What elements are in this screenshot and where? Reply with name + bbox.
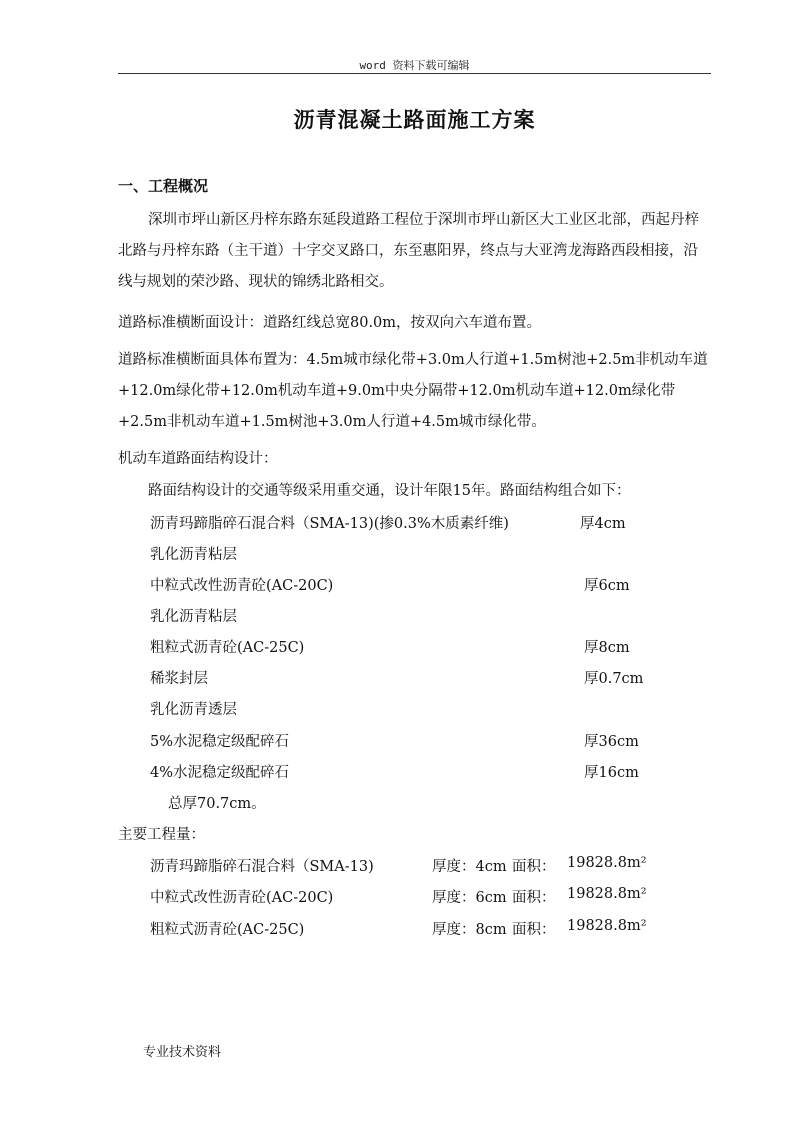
layer-name: 4%水泥稳定级配碎石	[150, 765, 290, 781]
page-header: word 资料下载可编辑	[359, 59, 470, 72]
quantity-thickness: 厚度：8cm	[432, 922, 507, 938]
section-heading: 一、工程概况	[118, 177, 209, 195]
document-title: 沥青混凝土路面施工方案	[293, 107, 536, 132]
quantity-area-label: 面积：	[512, 922, 556, 938]
quantities-heading: 主要工程量：	[118, 827, 205, 843]
layer-thickness: 厚8cm	[584, 640, 630, 656]
layer-name: 沥青玛蹄脂碎石混合料（SMA-13)(掺0.3%木质素纤维)	[150, 516, 509, 532]
layout-paragraph: 道路标准横断面具体布置为：4.5m城市绿化带+3.0m人行道+1.5m树池+2.5m非机动车道+12.0m绿化带+12.0m机动车道+9.0m中央分隔带+12.0m机动车道+12.0m绿化带+2.5m非机动车道+1.5m树池+3.0m人行道+4.5m城市绿化带。	[118, 352, 708, 430]
cross-section-paragraph: 道路标准横断面设计：道路红线总宽80.0m，按双向六车道布置。	[118, 315, 542, 331]
total-thickness: 总厚70.7cm。	[168, 796, 266, 812]
page-footer: 专业技术资料	[143, 1045, 222, 1060]
quantity-name: 粗粒式沥青砼(AC-25C)	[150, 922, 305, 938]
layer-thickness: 厚4cm	[580, 516, 626, 532]
quantity-area: 19828.8m²	[567, 855, 647, 871]
layer-thickness: 厚36cm	[584, 734, 639, 750]
quantity-area-label: 面积：	[512, 859, 556, 875]
quantity-area-label: 面积：	[512, 890, 556, 906]
layer-name: 稀浆封层	[150, 671, 208, 687]
quantity-area: 19828.8m²	[567, 918, 647, 934]
quantity-area: 19828.8m²	[567, 886, 647, 902]
layer-name: 5%水泥稳定级配碎石	[150, 734, 290, 750]
layer-name: 中粒式改性沥青砼(AC-20C)	[150, 578, 334, 594]
layer-name: 粗粒式沥青砼(AC-25C)	[150, 640, 305, 656]
overview-paragraph: 深圳市坪山新区丹梓东路东延段道路工程位于深圳市坪山新区大工业区北部，西起丹梓北路与丹梓东路（主干道）十字交叉路口，东至惠阳界，终点与大亚湾龙海路西段相接，沿线与规划的荣沙路、现状的锦绣北路相交。	[118, 212, 699, 290]
quantity-name: 沥青玛蹄脂碎石混合料（SMA-13)	[150, 859, 374, 875]
quantity-thickness: 厚度：6cm	[432, 890, 507, 906]
layer-thickness: 厚0.7cm	[584, 671, 644, 687]
quantity-name: 中粒式改性沥青砼(AC-20C)	[150, 890, 334, 906]
quantity-thickness: 厚度：4cm	[432, 859, 507, 875]
layer-thickness: 厚16cm	[584, 765, 639, 781]
layer-thickness: 厚6cm	[584, 578, 630, 594]
layer-name: 乳化沥青透层	[150, 702, 237, 718]
pavement-design-label: 机动车道路面结构设计：	[118, 451, 278, 467]
header-divider	[118, 73, 711, 74]
design-basis-paragraph: 路面结构设计的交通等级采用重交通，设计年限15年。路面结构组合如下：	[148, 483, 631, 499]
layer-name: 乳化沥青粘层	[150, 609, 237, 625]
layer-name: 乳化沥青粘层	[150, 547, 237, 563]
